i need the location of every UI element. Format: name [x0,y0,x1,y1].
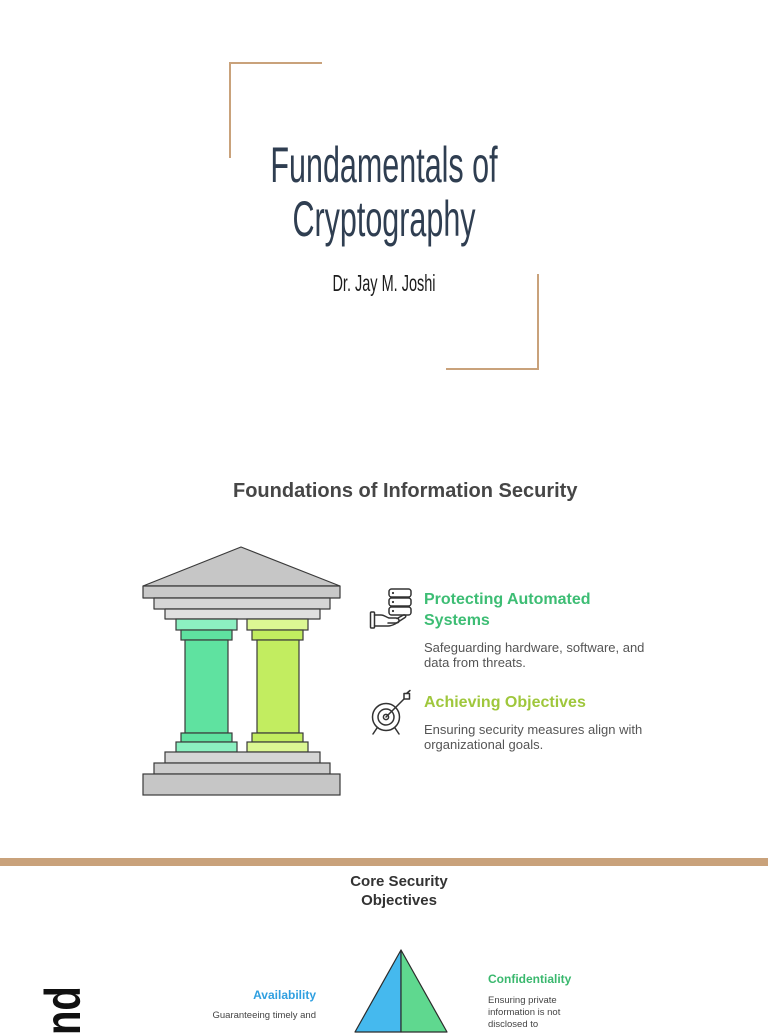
foundations-heading: Foundations of Information Security [233,480,578,502]
item-title-protecting-systems: Protecting Automated Systems [424,591,591,629]
availability-title: Availability [253,988,316,1002]
pillar-capital [176,619,237,630]
server-led [392,592,394,594]
left-pillar [176,619,237,752]
arrow-fletching [404,691,410,700]
confidentiality-title: Confidentiality [488,972,572,986]
base-step [154,763,330,774]
pillar-capital [181,630,232,640]
item-title-achieving-objectives: Achieving Objectives [424,694,586,711]
pyramid-right-face [401,950,447,1032]
pillar-base [181,733,232,742]
rotated-side-label: nd [35,986,91,1035]
server-led [392,601,394,603]
base-step [165,752,320,763]
roof-pediment [143,547,340,586]
confidentiality-description: Ensuring private information is not disclosed to [488,995,561,1030]
core-objectives-heading: Core Security Objectives [350,873,448,909]
presentation-title: Fundamentals of Cryptography [270,137,498,247]
right-pillar [247,619,308,752]
target-arrow-icon [368,690,414,736]
roof-band [143,586,340,598]
roof-band [154,598,330,609]
base-step [143,774,340,795]
pyramid-left-face [355,950,401,1032]
pillar-shaft [185,640,228,733]
temple-base-steps [143,752,340,795]
pillars-illustration [140,544,344,798]
pillar-base [252,733,303,742]
objectives-pyramid [350,946,452,1024]
author-name: Dr. Jay M. Joshi [332,270,436,296]
arrow-shaft [386,699,404,717]
pillar-capital [252,630,303,640]
pillar-capital [247,619,308,630]
temple-roof [143,547,340,619]
item-description-protecting-systems: Safeguarding hardware, software, and data from threats. [424,640,645,670]
hand-thumb [375,615,400,623]
core-objectives-slide [0,866,768,1035]
hand-palm [375,615,406,626]
slide-divider [0,858,768,866]
item-description-achieving-objectives: Ensuring security measures align with organizational goals. [424,722,643,752]
pillar-shaft [257,640,299,733]
availability-description: Guaranteeing timely and [212,1010,316,1021]
roof-band [165,609,320,619]
server-led [392,610,394,612]
server-stack-hand-icon [368,585,414,631]
pillar-base [247,742,308,752]
pillar-base [176,742,237,752]
